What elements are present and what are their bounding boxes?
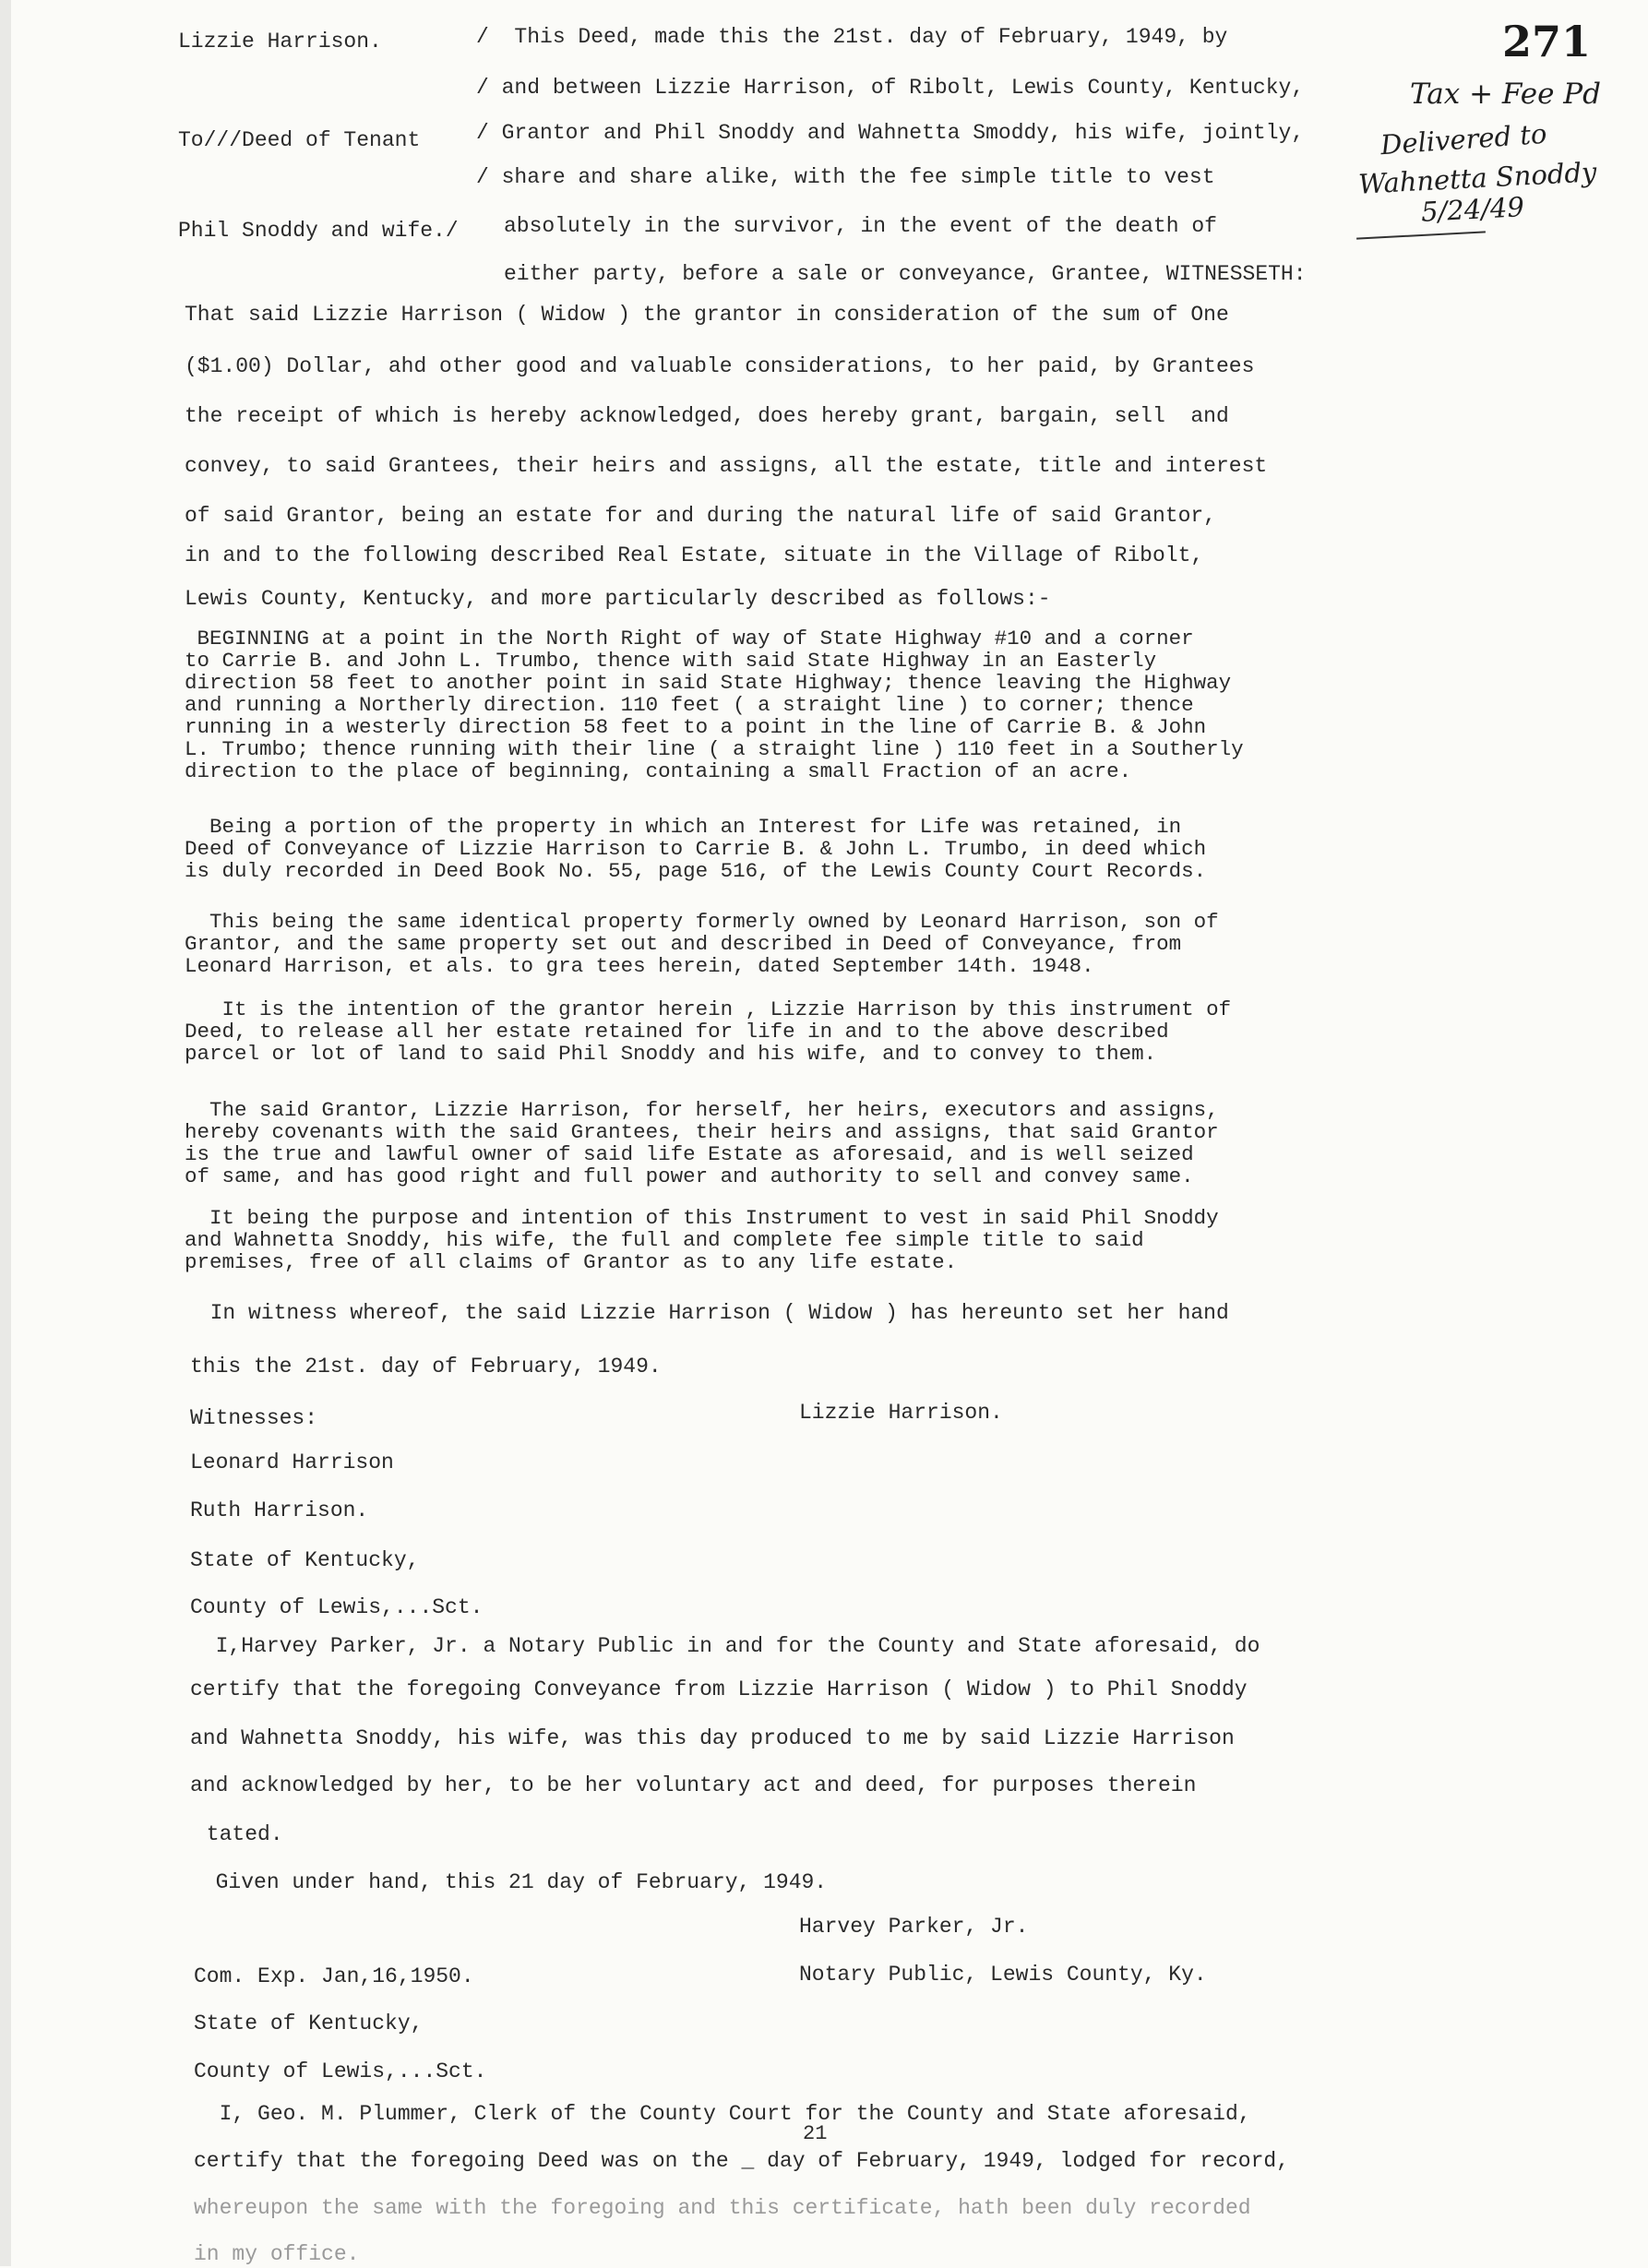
body-line: of said Grantor, being an estate for and during the natural life of said Grantor, bbox=[185, 504, 1216, 528]
handwritten-tax-note: Tax + Fee Pd bbox=[1410, 78, 1601, 111]
grantor-signature: Lizzie Harrison. bbox=[799, 1401, 1003, 1425]
witness-clause-date: this the 21st. day of February, 1949. bbox=[190, 1355, 662, 1379]
venue-state: State of Kentucky, bbox=[190, 1548, 420, 1572]
handwritten-recipient-note: Wahnetta Snoddy bbox=[1357, 156, 1598, 200]
paragraph-line: Deed of Conveyance of Lizzie Harrison to Carrie B. & John L. Trumbo, in deed which bbox=[185, 837, 1207, 861]
header-line: absolutely in the survivor, in the event of the death of bbox=[504, 214, 1217, 238]
body-line: That said Lizzie Harrison ( Widow ) the grantor in consideration of the sum of One bbox=[185, 303, 1229, 327]
paragraph-line: Grantor, and the same property set out and described in Deed of Conveyance, from bbox=[185, 932, 1182, 956]
clerk-day-insert: 21 bbox=[803, 2122, 828, 2145]
clerk-line: I, Geo. M. Plummer, Clerk of the County Court for the County and State aforesaid, bbox=[194, 2102, 1251, 2126]
paragraph-line: is the true and lawful owner of said life Estate as aforesaid, and is well seized bbox=[185, 1142, 1194, 1166]
clerk-line: certify that the foregoing Deed was on the _ day of February, 1949, lodged for record, bbox=[194, 2149, 1289, 2173]
witness-clause: In witness whereof, the said Lizzie Harrison ( Widow ) has hereunto set her hand bbox=[185, 1301, 1229, 1325]
paragraph-line: Leonard Harrison, et als. to gra tees herein, dated September 14th. 1948. bbox=[185, 954, 1094, 978]
legal-description-line: direction to the place of beginning, containing a small Fraction of an acre. bbox=[185, 759, 1132, 783]
header-line: / This Deed, made this the 21st. day of February, 1949, by bbox=[476, 25, 1228, 49]
paragraph-line: parcel or lot of land to said Phil Snoddy and his wife, and to convey to them. bbox=[185, 1042, 1157, 1066]
paragraph-line: Deed, to release all her estate retained for life in and to the above described bbox=[185, 1020, 1169, 1044]
margin-grantor: Lizzie Harrison. bbox=[178, 30, 382, 54]
handwritten-delivered-note: Delivered to bbox=[1379, 117, 1548, 161]
notary-line: certify that the foregoing Conveyance from Lizzie Harrison ( Widow ) to Phil Snoddy bbox=[190, 1677, 1248, 1701]
paragraph-line: Being a portion of the property in which an Interest for Life was retained, in bbox=[185, 815, 1182, 839]
paragraph-line: It being the purpose and intention of this Instrument to vest in said Phil Snoddy bbox=[185, 1206, 1219, 1230]
legal-description-line: to Carrie B. and John L. Trumbo, thence with said State Highway in an Easterly bbox=[185, 649, 1157, 673]
page-edge bbox=[0, 0, 11, 2266]
legal-description-line: BEGINNING at a point in the North Right of way of State Highway #10 and a corner bbox=[185, 627, 1194, 651]
clerk-venue-county: County of Lewis,...Sct. bbox=[194, 2059, 487, 2083]
body-line: Lewis County, Kentucky, and more particularly described as follows:- bbox=[185, 587, 1051, 611]
body-line: in and to the following described Real Estate, situate in the Village of Ribolt, bbox=[185, 543, 1204, 567]
body-line: the receipt of which is hereby acknowledged, does hereby grant, bargain, sell and bbox=[185, 404, 1229, 428]
notary-line: and Wahnetta Snoddy, his wife, was this day produced to me by said Lizzie Harrison bbox=[190, 1726, 1235, 1750]
header-line: either party, before a sale or conveyance, Grantee, WITNESSETH: bbox=[504, 262, 1307, 286]
body-line: ($1.00) Dollar, ahd other good and valuable considerations, to her paid, by Grantees bbox=[185, 354, 1255, 378]
notary-line: tated. bbox=[194, 1822, 283, 1846]
legal-description-line: direction 58 feet to another point in said State Highway; thence leaving the Highway bbox=[185, 671, 1232, 695]
commission-expiry: Com. Exp. Jan,16,1950. bbox=[194, 1964, 474, 1988]
legal-description-line: and running a Northerly direction. 110 feet ( a straight line ) to corner; thence bbox=[185, 693, 1194, 717]
paragraph-line: is duly recorded in Deed Book No. 55, page 516, of the Lewis County Court Records. bbox=[185, 859, 1207, 883]
venue-county: County of Lewis,...Sct. bbox=[190, 1595, 484, 1619]
clerk-venue-state: State of Kentucky, bbox=[194, 2011, 424, 2035]
header-line: / share and share alike, with the fee simple title to vest bbox=[476, 165, 1215, 189]
paragraph-line: of same, and has good right and full power and authority to sell and convey same. bbox=[185, 1164, 1194, 1188]
margin-to: To///Deed of Tenant bbox=[178, 128, 421, 152]
header-line: / Grantor and Phil Snoddy and Wahnetta Smoddy, his wife, jointly, bbox=[476, 121, 1305, 145]
notary-given-line: Given under hand, this 21 day of February, 1949. bbox=[190, 1870, 828, 1894]
paragraph-line: It is the intention of the grantor herein , Lizzie Harrison by this instrument of bbox=[185, 997, 1232, 1021]
paragraph-line: This being the same identical property formerly owned by Leonard Harrison, son of bbox=[185, 910, 1219, 934]
page-number: 271 bbox=[1502, 17, 1592, 66]
notary-signature-name: Harvey Parker, Jr. bbox=[799, 1915, 1029, 1939]
handwritten-date-note: 5/24/49 bbox=[1420, 191, 1525, 228]
paragraph-line: premises, free of all claims of Grantor as to any life estate. bbox=[185, 1250, 958, 1274]
notary-signature-title: Notary Public, Lewis County, Ky. bbox=[799, 1963, 1207, 1987]
paragraph-line: The said Grantor, Lizzie Harrison, for herself, her heirs, executors and assigns, bbox=[185, 1098, 1219, 1122]
witnesses-label: Witnesses: bbox=[190, 1406, 318, 1430]
witness-name: Ruth Harrison. bbox=[190, 1498, 369, 1522]
body-line: convey, to said Grantees, their heirs and assigns, all the estate, title and interest bbox=[185, 454, 1268, 478]
clerk-line: whereupon the same with the foregoing and this certificate, hath been duly recorded bbox=[194, 2196, 1251, 2220]
clerk-line: in my office. bbox=[194, 2242, 360, 2266]
legal-description-line: L. Trumbo; thence running with their line ( a straight line ) 110 feet in a Southerly bbox=[185, 737, 1244, 761]
notary-line: I,Harvey Parker, Jr. a Notary Public in and for the County and State aforesaid, do bbox=[190, 1634, 1260, 1658]
notary-line: and acknowledged by her, to be her voluntary act and deed, for purposes therein bbox=[190, 1773, 1197, 1797]
handwritten-underline bbox=[1356, 231, 1486, 239]
header-line: / and between Lizzie Harrison, of Ribolt, Lewis County, Kentucky, bbox=[476, 76, 1305, 100]
legal-description-line: running in a westerly direction 58 feet to a point in the line of Carrie B. & John bbox=[185, 715, 1207, 739]
paragraph-line: and Wahnetta Snoddy, his wife, the full and complete fee simple title to said bbox=[185, 1228, 1144, 1252]
witness-name: Leonard Harrison bbox=[190, 1450, 394, 1474]
paragraph-line: hereby covenants with the said Grantees, their heirs and assigns, that said Grantor bbox=[185, 1120, 1219, 1144]
margin-grantee: Phil Snoddy and wife./ bbox=[178, 219, 459, 243]
